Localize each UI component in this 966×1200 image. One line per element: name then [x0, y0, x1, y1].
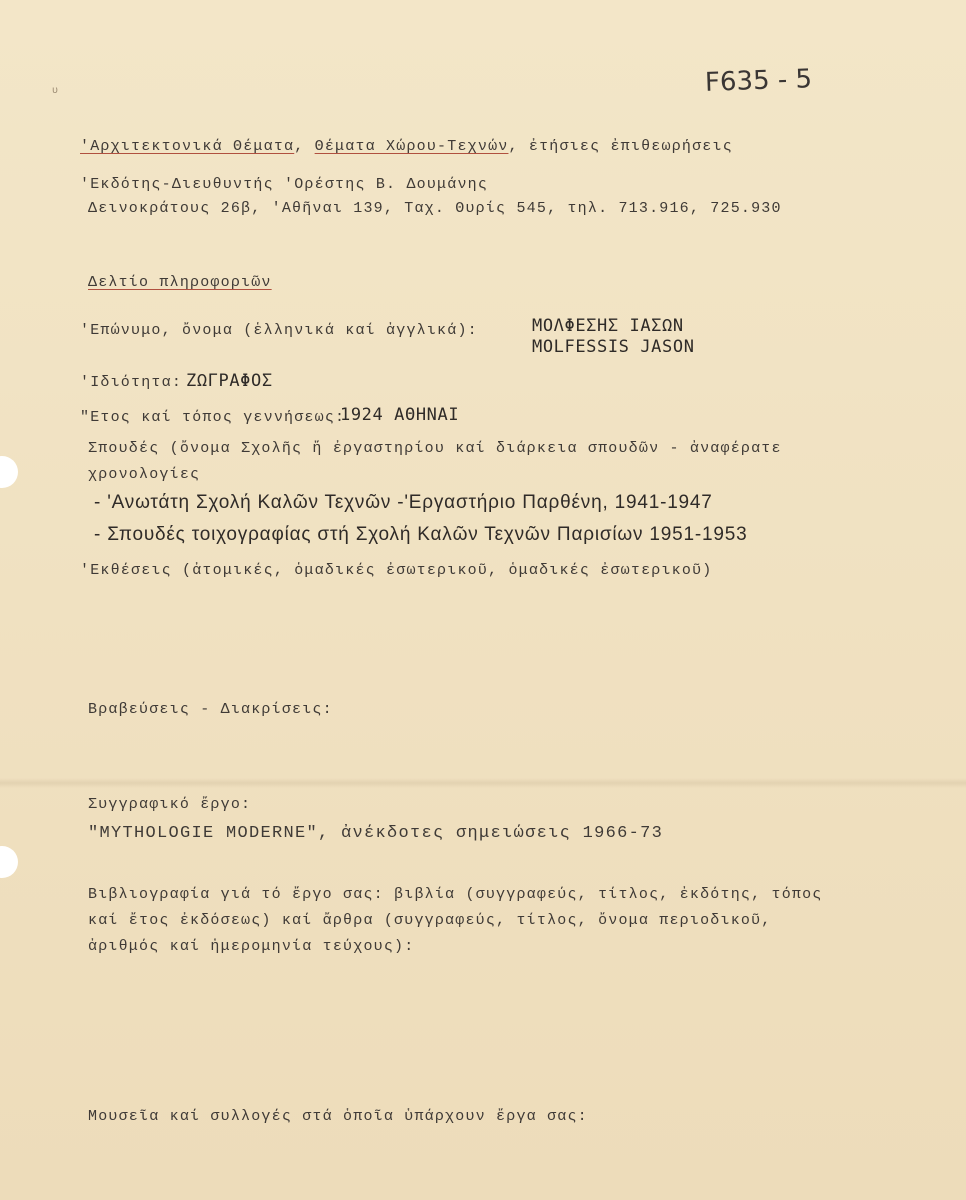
title-annual: , ἐτήσιες ἐπιθεωρήσεις: [508, 138, 733, 155]
paper-fold: [0, 778, 966, 788]
title-architectural: 'Αρχιτεκτονικά Θέματα: [80, 138, 295, 155]
punch-hole-bottom: [0, 846, 18, 878]
name-label: 'Επώνυμο, ὄνομα (ἑλληνικά καί ἀγγλικά):: [80, 322, 478, 339]
studies-entry-1: - 'Ανωτάτη Σχολή Καλῶν Τεχνῶν -'Εργαστήριο Παρθένη, 1941-1947: [94, 492, 713, 513]
letterhead-address: Δεινοκράτους 26β, 'Αθῆναι 139, Ταχ. Θυρίς 545, τηλ. 713.916, 725.930: [88, 200, 782, 217]
punch-hole-top: [0, 456, 18, 488]
studies-entry-2: - Σπουδές τοιχογραφίας στή Σχολή Καλῶν Τεχνῶν Παρισίων 1951-1953: [94, 524, 748, 545]
bulletin-title: Δελτίο πληροφοριῶν: [88, 274, 272, 291]
bibliography-line2: καί ἔτος ἐκδόσεως) καί ἄρθρα (συγγραφεύς, τίτλος, ὄνομα περιοδικοῦ,: [88, 912, 772, 929]
writings-value: "MYTHOLOGIE MODERNE", ἀνέκδοτες σημειώσεις 1966-73: [88, 824, 664, 843]
name-latin: MOLFESSIS JASON: [532, 337, 695, 357]
exhibitions-label: 'Εκθέσεις (ἀτομικές, ὁμαδικές ἐσωτερικοῦ, ὁμαδικές ἐσωτερικοῦ): [80, 562, 713, 579]
name-greek: ΜΟΛΦΕΣΗΣ ΙΑΣΩΝ: [532, 316, 684, 336]
birth-label: "Ετος καί τόπος γεννήσεως:: [80, 409, 346, 426]
birth-value: 1924 ΑΘΗΝΑΙ: [340, 405, 460, 425]
bibliography-line1: Βιβλιογραφία γιά τό ἔργο σας: βιβλία (συγγραφεύς, τίτλος, ἐκδότης, τόπος: [88, 886, 823, 903]
studies-label-line2: χρονολογίες: [88, 466, 201, 483]
awards-label: Βραβεύσεις - Διακρίσεις:: [88, 701, 333, 718]
studies-label-line1: Σπουδές (ὄνομα Σχολῆς ἤ ἐργαστηρίου καί διάρκεια σπουδῶν - ἀναφέρατε: [88, 440, 782, 457]
margin-mark: υ: [52, 86, 59, 97]
writings-label: Συγγραφικό ἔργο:: [88, 796, 252, 813]
profession-label: 'Ιδιότητα:: [80, 374, 183, 391]
letterhead-publisher: 'Εκδότης-Διευθυντής 'Ορέστης Β. Δουμάνης: [80, 176, 489, 193]
museums-label: Μουσεῖα καί συλλογές στά ὁποῖα ὑπάρχουν ἔργα σας:: [88, 1108, 588, 1125]
handwritten-reference: F635 - 5: [704, 64, 813, 98]
profession-value: ΖΩΓΡΑΦΟΣ: [186, 371, 273, 391]
bibliography-line3: ἀριθμός καί ἡμερομηνία τεύχους):: [88, 938, 415, 955]
letterhead-title: 'Αρχιτεκτονικά Θέματα, Θέματα Χώρου-Τεχνών, ἐτήσιες ἐπιθεωρήσεις: [80, 138, 733, 155]
title-space-arts: Θέματα Χώρου-Τεχνών: [314, 138, 509, 155]
